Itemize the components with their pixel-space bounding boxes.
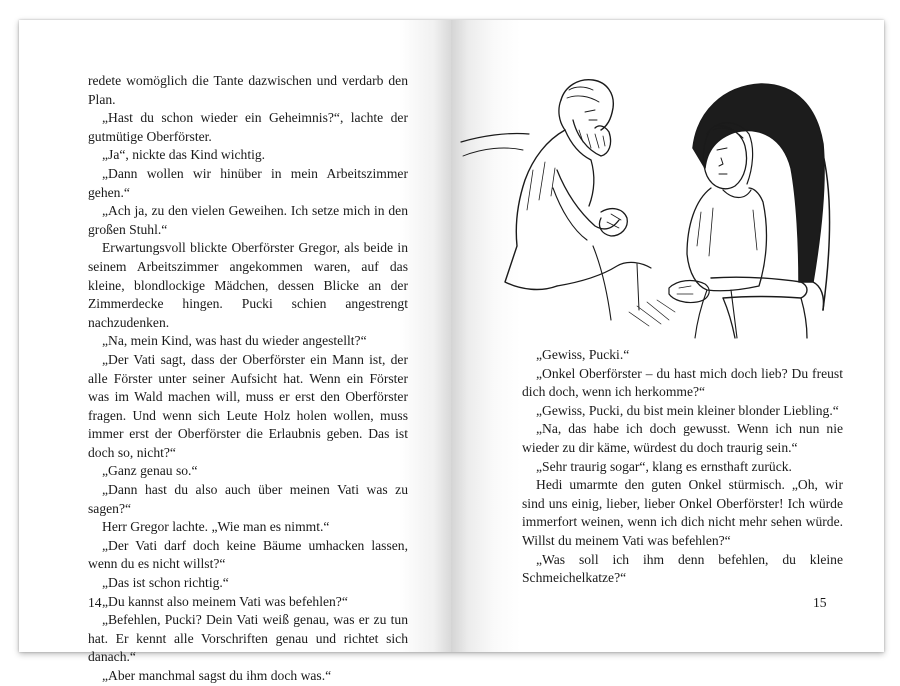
paragraph: „Befehlen, Pucki? Dein Vati weiß genau, was er zu tun hat. Er kennt alle Vorschriften genau und richtet sich danach.“ [88,612,408,665]
paragraph: „Na, das habe ich doch gewusst. Wenn ich nun nie wieder zu dir käme, würdest du doch traurig sein.“ [522,421,843,455]
paragraph: „Ja“, nickte das Kind wichtig. [102,147,266,163]
page-number: 15 [813,595,827,610]
girl-dress [687,188,766,291]
paragraph: redete womöglich die Tante dazwischen und verdarb den Plan. [88,73,408,107]
paragraph: Erwartungsvoll blickte Oberförster Gregor, als beide in seinem Arbeitszimmer angekommen waren, auf das kleine, blondlockige Mädchen, dessen Blicke an der Zimmerdecke hingen. Pucki schien angestrengt nachzudenken. [88,240,408,330]
paragraph: „Aber manchmal sagst du ihm doch was.“ [102,668,332,683]
right-page-text [522,346,843,588]
illustration-forester-and-girl [461,50,861,340]
man-head [561,80,613,130]
paragraph: Herr Gregor lachte. „Wie man es nimmt.“ [102,519,330,535]
paragraph: „Ach ja, zu den vielen Geweihen. Ich setze mich in den großen Stuhl.“ [88,203,408,237]
paragraph: „Gewiss, Pucki, du bist mein kleiner blonder Liebling.“ [536,402,839,418]
paragraph: „Onkel Oberförster – du hast mich doch lieb? Du freust dich doch, wenn ich herkomme?“ [522,365,843,400]
left-page-text [88,72,408,686]
right-page [451,20,884,652]
man-arm [557,170,619,229]
paragraph: „Du kannst also meinem Vati was befehlen?“ [102,593,348,609]
paragraph: „Das ist schon richtig.“ [102,575,229,591]
paragraph: „Gewiss, Pucki.“ [536,347,630,362]
paragraph: „Was soll ich ihm denn befehlen, du kleine Schmeichelkatze?“ [522,551,843,586]
left-page [19,20,451,683]
girl-hands [669,281,709,303]
paragraph: „Dann hast du also auch über meinen Vati was zu sagen?“ [88,482,408,516]
paragraph: „Dann wollen wir hinüber in mein Arbeitszimmer gehen.“ [88,165,408,200]
man-coat [505,130,565,289]
paragraph: „Sehr traurig sogar“, klang es ernsthaft zurück. [536,458,792,474]
paragraph: „Der Vati darf doch keine Bäume umhacken lassen, wenn du es nicht willst?“ [88,537,408,572]
page-number: 14 [88,595,102,610]
paragraph: „Na, mein Kind, was hast du wieder angestellt?“ [102,333,367,349]
paragraph: „Hast du schon wieder ein Geheimnis?“, lachte der gutmütige Oberförster. [88,110,408,144]
paragraph: „Ganz genau so.“ [102,463,198,479]
paragraph: Hedi umarmte den guten Onkel stürmisch. „Oh, wir sind uns einig, lieber, lieber Onkel Oberförster! Ich würde immerfort weinen, wenn ich dich nicht mehr sehen würde. Willst du meinem Vati was befehlen?“ [522,477,843,548]
paragraph: „Der Vati sagt, dass der Oberförster ein Mann ist, der alle Förster unter seiner Aufsicht hat. Wenn ein Förster was im Wald machen will, muss er erst den Oberförster fragen. Und wenn sich Leute Holz holen wollen, muss immer erst der Oberförster die Erlaubnis geben. Das ist doch so, nicht?“ [88,351,408,460]
